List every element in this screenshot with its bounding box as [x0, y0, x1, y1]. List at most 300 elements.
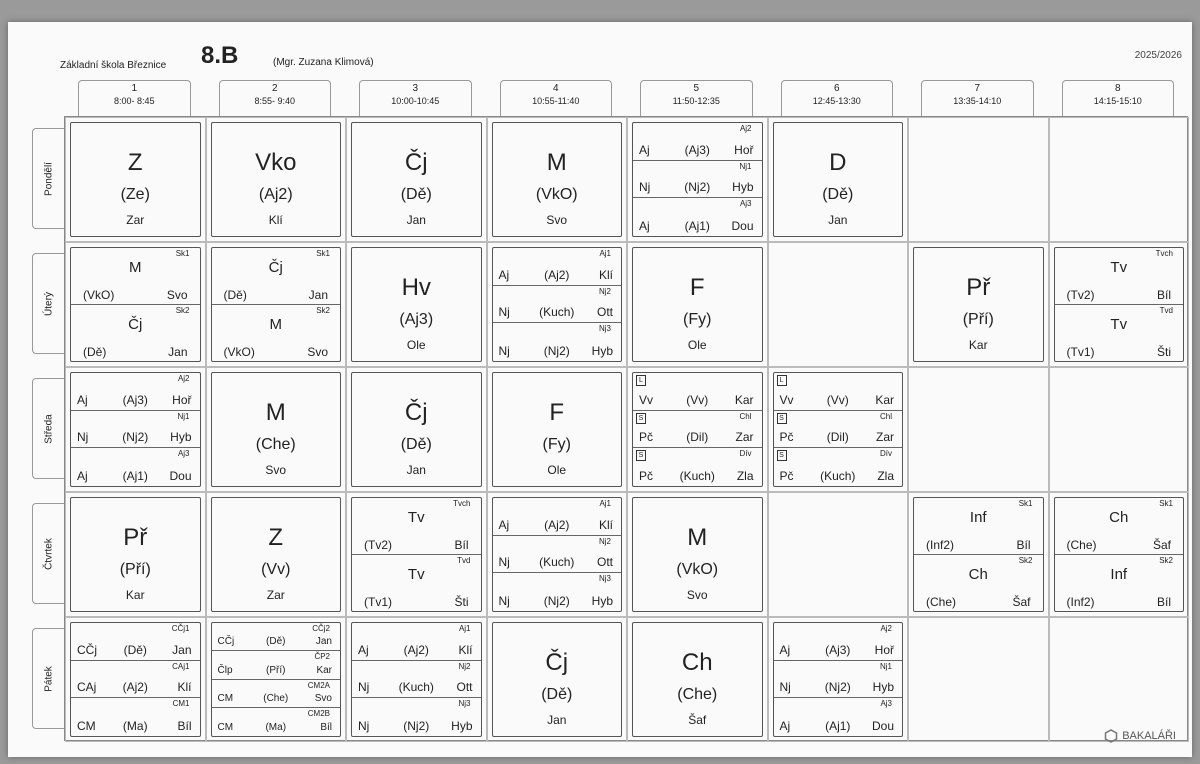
lesson-room: (Nj2) — [824, 680, 851, 695]
lesson-teacher: Svo — [686, 588, 708, 603]
lesson-cell — [1049, 117, 1190, 242]
lesson-flag: S — [636, 413, 646, 424]
lesson-box — [492, 122, 623, 237]
lesson-box — [351, 247, 482, 362]
lesson-subject: F — [689, 274, 705, 302]
lesson-room: (Tv1) — [1066, 345, 1095, 359]
lesson-box — [1054, 497, 1185, 612]
lesson-room: (Aj2) — [544, 267, 570, 282]
lesson-box — [773, 122, 904, 237]
lesson-room: (Kuch) — [820, 468, 856, 483]
lesson-teacher: Ole — [406, 338, 426, 353]
lesson-group: CAj1 — [172, 661, 190, 671]
lesson — [352, 123, 481, 236]
lesson-room: (Nj2) — [403, 718, 430, 733]
lesson-teacher: Bíl — [1156, 287, 1171, 302]
lesson-cell — [627, 492, 768, 617]
lesson-box — [351, 372, 482, 487]
lesson-part — [493, 498, 622, 536]
lesson-teacher: Jan — [172, 642, 192, 657]
lesson-room: (Aj2) — [544, 517, 570, 532]
period-number: 1 — [131, 83, 138, 94]
lesson-subject: Vv — [779, 392, 794, 407]
lesson-subject: Nj — [498, 555, 510, 570]
lesson-group: Aj1 — [599, 249, 611, 258]
lesson-cell — [346, 617, 487, 742]
lesson-room: (Dě) — [400, 186, 432, 204]
lesson-group: Sk2 — [316, 305, 330, 315]
lesson-group: Dív — [880, 449, 892, 459]
period-number: 6 — [833, 83, 840, 94]
lesson-teacher: Ott — [596, 555, 613, 570]
lesson-cell — [1049, 492, 1190, 617]
lesson-subject: Tv — [407, 565, 425, 583]
period-number: 7 — [974, 83, 981, 94]
lesson-subject: CM — [217, 722, 234, 733]
lesson-box — [632, 622, 763, 737]
lesson-group: CČj2 — [312, 624, 330, 633]
lesson-box — [70, 247, 201, 362]
lesson-room: (Aj3) — [122, 392, 148, 407]
period-tab-3 — [359, 80, 472, 116]
lesson-cell — [487, 367, 628, 492]
lesson-part — [1055, 498, 1184, 555]
lesson-room: (Dě) — [541, 686, 573, 704]
lesson-group: Tvch — [453, 499, 471, 508]
lesson-cell — [65, 492, 206, 617]
lesson-flag: L — [636, 375, 646, 386]
lesson-room: (Nj2) — [122, 430, 149, 445]
lesson — [633, 623, 762, 736]
lesson-cell — [768, 367, 909, 492]
lesson — [493, 123, 622, 236]
lesson-teacher: Bíl — [1016, 537, 1031, 552]
lesson-cell — [768, 117, 909, 242]
lesson-subject: Aj — [498, 517, 510, 532]
bakalari-logo-text: BAKALÁŘI — [1122, 730, 1176, 742]
lesson-part — [774, 411, 903, 449]
day-tab — [32, 503, 64, 604]
lesson-part — [493, 286, 622, 324]
lesson-cell — [1049, 617, 1190, 742]
lesson-cell — [768, 242, 909, 367]
lesson-subject: Z — [268, 524, 284, 552]
lesson-room: (Aj2) — [122, 680, 148, 695]
lesson-part — [493, 323, 622, 361]
day-tab — [32, 378, 64, 479]
lesson-teacher: Ole — [687, 338, 707, 353]
lesson-subject: Tv — [1110, 259, 1128, 277]
lesson-room: (Nj2) — [684, 180, 711, 195]
lesson-group: Nj3 — [598, 324, 611, 334]
lesson-room: (Dil) — [686, 430, 709, 445]
lesson-cell — [346, 242, 487, 367]
period-tab-5 — [640, 80, 753, 116]
lesson-room: (Kuch) — [539, 305, 575, 320]
lesson-cell — [206, 117, 347, 242]
lesson-cell — [487, 117, 628, 242]
lesson-group: Sk2 — [1159, 555, 1173, 565]
lesson-room: (Pří) — [962, 311, 994, 329]
lesson-teacher: Jan — [308, 287, 328, 302]
lesson-part — [212, 651, 341, 679]
lesson-teacher: Jan — [406, 463, 426, 478]
lesson-part — [493, 536, 622, 574]
lesson-teacher: Svo — [265, 463, 287, 478]
lesson-room: (Dě) — [123, 642, 147, 657]
lesson-teacher: Bíl — [320, 722, 332, 733]
lesson-teacher: Bíl — [1156, 595, 1171, 609]
lesson — [212, 373, 341, 486]
lesson-group: Sk1 — [1018, 499, 1033, 508]
lesson-flag: S — [777, 450, 787, 461]
lesson-room: (Dě) — [266, 636, 286, 648]
lesson-group: Aj3 — [739, 199, 752, 209]
day-tab — [32, 628, 64, 729]
lesson-box — [913, 247, 1044, 362]
lesson-subject: Nj — [498, 305, 510, 320]
lesson-group: Sk2 — [175, 305, 190, 315]
day-label: Úterý — [43, 291, 54, 316]
lesson-teacher: Jan — [168, 345, 188, 359]
lesson-group: Aj2 — [739, 124, 752, 133]
lesson-cell — [908, 242, 1049, 367]
lesson-subject: Nj — [358, 718, 370, 733]
lesson-part — [71, 661, 200, 699]
lesson-room: (Kuch) — [539, 555, 575, 570]
lesson-subject: M — [265, 399, 286, 427]
lesson-part — [774, 448, 903, 486]
lesson-teacher: Bíl — [177, 718, 192, 733]
lesson-part — [71, 623, 200, 661]
lesson-subject: Inf — [969, 509, 987, 527]
lesson-subject: Inf — [1110, 565, 1128, 583]
period-time: 8:00- 8:45 — [113, 96, 155, 106]
lesson-teacher: Hyb — [872, 680, 894, 695]
lesson-teacher: Klí — [458, 642, 473, 657]
lesson-room: (Dě) — [822, 186, 854, 204]
period-time: 13:35-14:10 — [953, 96, 1002, 106]
lesson-cell — [65, 617, 206, 742]
period-number: 3 — [412, 83, 419, 94]
lesson-subject: Tv — [1110, 315, 1128, 333]
lesson-room: (Vv) — [261, 561, 291, 579]
lesson — [71, 123, 200, 236]
lesson-room: (Che) — [255, 436, 296, 454]
lesson-teacher: Klí — [268, 213, 283, 228]
lesson-room: (Aj1) — [122, 468, 148, 483]
lesson-subject: Vko — [255, 149, 297, 177]
lesson-subject: Pč — [639, 468, 654, 483]
lesson-box — [70, 372, 201, 487]
lesson-subject: CM — [217, 692, 234, 704]
lesson-group: Nj1 — [177, 411, 190, 421]
lesson — [633, 248, 762, 361]
lesson-cell — [627, 242, 768, 367]
day-label: Pátek — [43, 665, 54, 692]
lesson-part — [633, 448, 762, 486]
lesson-teacher: Zar — [876, 430, 894, 445]
lesson-part — [71, 373, 200, 411]
period-tab-2 — [219, 80, 332, 116]
lesson-teacher: Hyb — [591, 593, 613, 608]
lesson-teacher: Svo — [166, 287, 188, 302]
lesson — [914, 248, 1043, 361]
lesson-room: (Fy) — [542, 436, 571, 454]
lesson-box — [1054, 247, 1185, 362]
lesson — [352, 373, 481, 486]
lesson-teacher: Klí — [598, 517, 613, 532]
lesson-subject: Aj — [498, 267, 510, 282]
lesson-group: Chl — [879, 411, 892, 421]
lesson-cell — [346, 117, 487, 242]
lesson-room: (Che) — [263, 692, 289, 704]
period-number: 4 — [552, 83, 559, 94]
period-time: 8:55- 9:40 — [254, 96, 296, 106]
lesson-box — [211, 497, 342, 612]
lesson-part — [774, 623, 903, 661]
lesson-subject: CAj — [77, 680, 97, 695]
lesson-subject: Pč — [639, 430, 654, 445]
lesson-cell — [627, 367, 768, 492]
day-tab — [32, 128, 64, 229]
lesson-cell — [65, 367, 206, 492]
lesson-cell — [346, 367, 487, 492]
lesson-teacher: Zla — [877, 468, 894, 483]
lesson-box — [913, 497, 1044, 612]
lesson-room: (VkO) — [535, 186, 578, 204]
lesson — [493, 623, 622, 736]
lesson-group: Nj2 — [458, 661, 471, 671]
lesson-part — [633, 123, 762, 161]
lesson-teacher: Zar — [266, 588, 285, 603]
bakalari-logo-icon — [1104, 729, 1118, 743]
lesson-subject: Čj — [545, 649, 569, 677]
lesson-subject: M — [687, 524, 708, 552]
lesson-subject: Ch — [968, 565, 988, 583]
period-time: 10:00-10:45 — [391, 96, 440, 106]
lesson-teacher: Kar — [125, 588, 145, 603]
lesson-teacher: Svo — [307, 345, 328, 359]
lesson-group: Tvd — [457, 555, 471, 565]
lesson-cell — [627, 617, 768, 742]
lesson-part — [212, 305, 341, 362]
lesson-teacher: Hyb — [732, 180, 754, 195]
lesson-cell — [65, 242, 206, 367]
lesson-room: (Che) — [926, 595, 957, 609]
lesson-subject: Aj — [779, 718, 791, 733]
day-label: Pondělí — [43, 161, 54, 196]
lesson-group: CM1 — [172, 699, 190, 709]
lesson-teacher: Šti — [454, 595, 469, 609]
lesson-cell — [65, 117, 206, 242]
lesson-part — [1055, 305, 1184, 362]
lesson-room: (VkO) — [223, 345, 255, 359]
lesson-room: (Vv) — [826, 392, 849, 407]
lesson-room: (Nj2) — [543, 343, 570, 358]
period-number: 8 — [1114, 83, 1121, 94]
lesson-subject: Aj — [358, 642, 369, 657]
lesson-part — [212, 248, 341, 305]
lesson-group: Chl — [739, 411, 752, 421]
class-teacher: (Mgr. Zuzana Klimová) — [273, 57, 374, 68]
lesson-group: Aj1 — [458, 624, 471, 633]
lesson-room: (Ze) — [120, 186, 150, 204]
lesson-teacher: Hoř — [172, 392, 192, 407]
lesson-teacher: Svo — [546, 213, 568, 228]
lesson — [71, 498, 200, 611]
lesson-subject: CČj — [217, 636, 235, 648]
lesson-cell — [206, 367, 347, 492]
period-tab-1 — [78, 80, 191, 116]
lesson-teacher: Dou — [871, 718, 894, 733]
lesson-part — [212, 708, 341, 736]
lesson-part — [352, 698, 481, 736]
lesson-subject: Nj — [498, 593, 510, 608]
lesson-flag: S — [636, 450, 646, 461]
lesson-room: (Nj2) — [543, 593, 570, 608]
lesson-subject: M — [129, 259, 142, 277]
lesson-subject: F — [549, 399, 565, 427]
lesson-teacher: Šti — [1156, 345, 1171, 359]
lesson-room: (Ma) — [122, 718, 148, 733]
lesson-part — [352, 555, 481, 612]
lesson-cell — [487, 617, 628, 742]
lesson-group: Sk1 — [175, 249, 190, 258]
lesson-part — [71, 411, 200, 449]
lesson-group: Sk1 — [1159, 499, 1173, 508]
lesson-cell — [908, 617, 1049, 742]
lesson-group: Sk1 — [316, 249, 330, 258]
lesson-subject: Pč — [779, 468, 794, 483]
lesson-cell — [1049, 242, 1190, 367]
lesson-subject: Ch — [681, 649, 713, 677]
lesson-subject: Aj — [77, 392, 88, 407]
lesson-room: (Dil) — [826, 430, 849, 445]
lesson-teacher: Zar — [126, 213, 145, 228]
lesson-group: Nj1 — [879, 661, 892, 671]
lesson-teacher: Klí — [177, 680, 192, 695]
lesson-box — [211, 622, 342, 737]
lesson-room: (Vv) — [686, 392, 709, 407]
lesson-group: CM2A — [307, 680, 330, 690]
lesson-group: Nj2 — [598, 536, 611, 546]
lesson-group: Aj3 — [880, 699, 892, 709]
period-tab-4 — [500, 80, 613, 116]
lesson-group: Nj3 — [598, 574, 611, 584]
lesson-teacher: Šaf — [688, 713, 707, 728]
lesson-box — [492, 622, 623, 737]
lesson-box — [632, 497, 763, 612]
lesson-group: Nj1 — [739, 161, 752, 171]
lesson-part — [71, 248, 200, 305]
lesson-cell — [206, 492, 347, 617]
lesson-room: (Aj2) — [403, 642, 429, 657]
lesson-group: CM2B — [307, 708, 330, 718]
period-time: 10:55-11:40 — [532, 96, 580, 106]
lesson-group: Aj2 — [880, 624, 892, 633]
period-number: 5 — [693, 83, 700, 94]
lesson-teacher: Hoř — [874, 642, 894, 657]
lesson-room: (Tv1) — [364, 595, 392, 609]
period-time: 11:50-12:35 — [672, 96, 720, 106]
school-name: Základní škola Březnice — [60, 60, 167, 71]
lesson-box — [70, 497, 201, 612]
lesson-part — [493, 573, 622, 611]
lesson-group: CČj1 — [171, 624, 190, 633]
lesson-teacher: Ott — [456, 680, 473, 695]
lesson-teacher: Dou — [731, 218, 754, 233]
lesson-cell — [1049, 367, 1190, 492]
lesson-flag: S — [777, 413, 787, 424]
lesson-group: ČP2 — [314, 652, 330, 662]
lesson-group: Tvd — [1159, 305, 1173, 315]
lesson — [774, 123, 903, 236]
lesson-room: (Pří) — [266, 664, 286, 676]
lesson-part — [71, 698, 200, 736]
lesson-room: (Pří) — [119, 561, 151, 579]
lesson-room: (Aj2) — [258, 186, 293, 204]
lesson-teacher: Jan — [406, 213, 426, 228]
lesson-teacher: Ott — [596, 305, 613, 320]
lesson-box — [773, 372, 904, 487]
period-time: 12:45-13:30 — [812, 96, 861, 106]
lesson-part — [774, 373, 903, 411]
lesson-cell — [768, 617, 909, 742]
lesson-group: Aj1 — [599, 499, 611, 508]
lesson-teacher: Svo — [314, 692, 332, 704]
lesson-room: (Ma) — [265, 722, 287, 733]
school-year: 2025/2026 — [1134, 50, 1182, 61]
lesson-teacher: Hyb — [451, 718, 473, 733]
lesson-group: Dív — [739, 449, 752, 459]
lesson-part — [1055, 248, 1184, 305]
lesson-subject: Čj — [128, 315, 143, 333]
lesson-part — [1055, 555, 1184, 612]
lesson-teacher: Hoř — [734, 142, 754, 157]
lesson-group: Sk2 — [1018, 555, 1033, 565]
lesson-part — [352, 623, 481, 661]
lesson-room: (Aj1) — [684, 218, 710, 233]
lesson-teacher: Kar — [875, 392, 894, 407]
lesson-part — [914, 498, 1043, 555]
lesson-room: (Dě) — [400, 436, 432, 454]
lesson-room: (VkO) — [676, 561, 719, 579]
lesson-subject: Aj — [77, 468, 88, 483]
lesson-subject: D — [829, 149, 847, 177]
lesson-part — [914, 555, 1043, 612]
lesson-teacher: Klí — [598, 267, 613, 282]
lesson-teacher: Kar — [968, 338, 988, 353]
lesson-room: (Aj3) — [399, 311, 434, 329]
lesson-room: (Inf2) — [1066, 595, 1095, 609]
lesson — [212, 123, 341, 236]
lesson-teacher: Dou — [169, 468, 192, 483]
lesson-teacher: Kar — [316, 664, 332, 676]
lesson-subject: Př — [123, 524, 148, 552]
lesson-subject: Nj — [358, 680, 370, 695]
lesson-cell — [768, 492, 909, 617]
lesson-group: Aj2 — [177, 374, 190, 383]
lesson-subject: Aj — [639, 142, 650, 157]
lesson-room: (VkO) — [83, 287, 115, 302]
lesson-group: Aj3 — [177, 449, 190, 459]
lesson-subject: Hv — [401, 274, 431, 302]
lesson-cell — [908, 492, 1049, 617]
lesson-group: Nj3 — [458, 699, 471, 709]
lesson-part — [633, 373, 762, 411]
lesson-teacher: Jan — [547, 713, 567, 728]
